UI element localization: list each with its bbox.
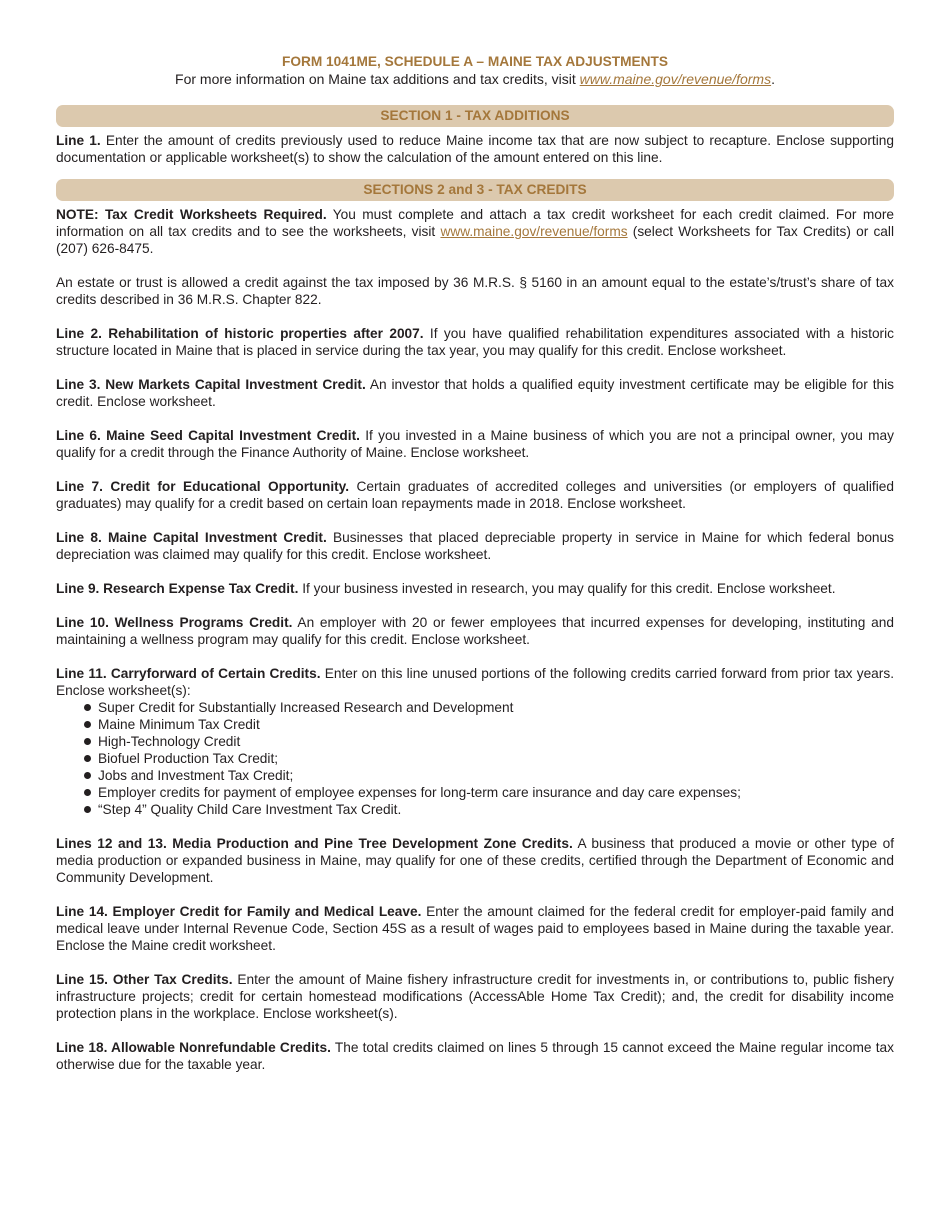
line-7-instructions: Line 7. Credit for Educational Opportunity. Certain graduates of accredited colleges and universities (or employers of qualified graduates) may qualify for a credit based on certain loan repayments made in 2018. Enclose worksheet. — [56, 479, 894, 511]
line-9-instructions: Line 9. Research Expense Tax Credit. If your business invested in research, you may qualify for this credit. Enclose worksheet. — [56, 581, 836, 596]
worksheets-link[interactable]: www.maine.gov/revenue/forms — [440, 224, 628, 239]
line-14-instructions: Line 14. Employer Credit for Family and Medical Leave. Enter the amount claimed for the federal credit for employer-paid family and medical leave under Internal Revenue Code, Section 45S as a result of wages paid to employees based in Maine during the taxable year. Enclose the Maine credit worksheet. — [56, 904, 894, 953]
estate-trust-paragraph: An estate or trust is allowed a credit against the tax imposed by 36 M.R.S. § 5160 in an amount equal to the estate’s/trust’s share of tax credits described in 36 M.R.S. Chapter 822. — [56, 275, 894, 307]
line-15-instructions: Line 15. Other Tax Credits. Enter the amount of Maine fishery infrastructure credit for investments in, or contributions to, public fishery infrastructure projects; credit for certain homestead modifications (AccessAble Home Tax Credit); and, the credit for disability income protection plans in the workplace. Enclose worksheet(s). — [56, 972, 895, 1021]
list-item: Maine Minimum Tax Credit — [84, 716, 894, 733]
form-title: FORM 1041ME, SCHEDULE A – MAINE TAX ADJUSTMENTS — [281, 54, 669, 69]
line-2-instructions: Line 2. Rehabilitation of historic properties after 2007. If you have qualified rehabilitation expenditures associated with a historic structure located in Maine that is placed in service during the tax year, you may qualify for this credit. Enclose worksheet. — [56, 326, 895, 358]
section-2-3-heading: SECTIONS 2 and 3 - TAX CREDITS — [56, 179, 894, 201]
form-subtitle: For more information on Maine tax additions and tax credits, visit www.maine.gov/revenue/forms. — [175, 71, 775, 87]
line-3-instructions: Line 3. New Markets Capital Investment Credit. An investor that holds a qualified equity investment certificate may be eligible for this credit. Enclose worksheet. — [56, 377, 894, 409]
revenue-forms-link[interactable]: www.maine.gov/revenue/forms — [579, 71, 772, 87]
list-item: High-Technology Credit — [84, 733, 894, 750]
line-8-instructions: Line 8. Maine Capital Investment Credit. Businesses that placed depreciable property in service in Maine for which federal bonus depreciation was claimed may qualify for this credit. Enclose worksheet. — [56, 530, 894, 562]
list-item: Biofuel Production Tax Credit; — [84, 750, 894, 767]
list-item: Employer credits for payment of employee expenses for long-term care insurance and day care expenses; — [84, 784, 894, 801]
carryforward-credit-list — [56, 699, 894, 818]
line-6-instructions: Line 6. Maine Seed Capital Investment Credit. If you invested in a Maine business of which you are not a principal owner, you may qualify for a credit through the Finance Authority of Maine. Enclose worksheet. — [56, 428, 895, 460]
worksheet-note: NOTE: Tax Credit Worksheets Required. You must complete and attach a tax credit worksheet for each credit claimed. For more information on all tax credits and to see the worksheets, visit www.maine.gov/revenue/forms (select Worksheets for Tax Credits) or call (207) 626-8475. — [56, 207, 895, 256]
line-18-instructions: Line 18. Allowable Nonrefundable Credits. The total credits claimed on lines 5 through 15 cannot exceed the Maine regular income tax otherwise due for the taxable year. — [56, 1040, 894, 1072]
list-item: “Step 4” Quality Child Care Investment Tax Credit. — [84, 801, 894, 818]
line-10-instructions: Line 10. Wellness Programs Credit. An employer with 20 or fewer employees that incurred expenses for developing, instituting and maintaining a wellness program may qualify for this credit. Enclose worksheet. — [56, 615, 894, 647]
line-11-instructions: Line 11. Carryforward of Certain Credits. Enter on this line unused portions of the following credits carried forward from prior tax years. Enclose worksheet(s): — [56, 666, 894, 698]
line-12-13-instructions: Lines 12 and 13. Media Production and Pine Tree Development Zone Credits. A business that produced a movie or other type of media production or expanded business in Maine, may qualify for one of these credits, certified through the Department of Economic and Community Development. — [56, 836, 894, 885]
list-item: Super Credit for Substantially Increased Research and Development — [84, 699, 894, 716]
list-item: Jobs and Investment Tax Credit; — [84, 767, 894, 784]
form-page — [56, 52, 894, 1090]
section-1-heading: SECTION 1 - TAX ADDITIONS — [56, 105, 894, 127]
line-1-instructions: Line 1. Enter the amount of credits previously used to reduce Maine income tax that are now subject to recapture. Enclose supporting documentation or applicable worksheet(s) to show the calculation of the amount entered on this line. — [56, 133, 894, 165]
